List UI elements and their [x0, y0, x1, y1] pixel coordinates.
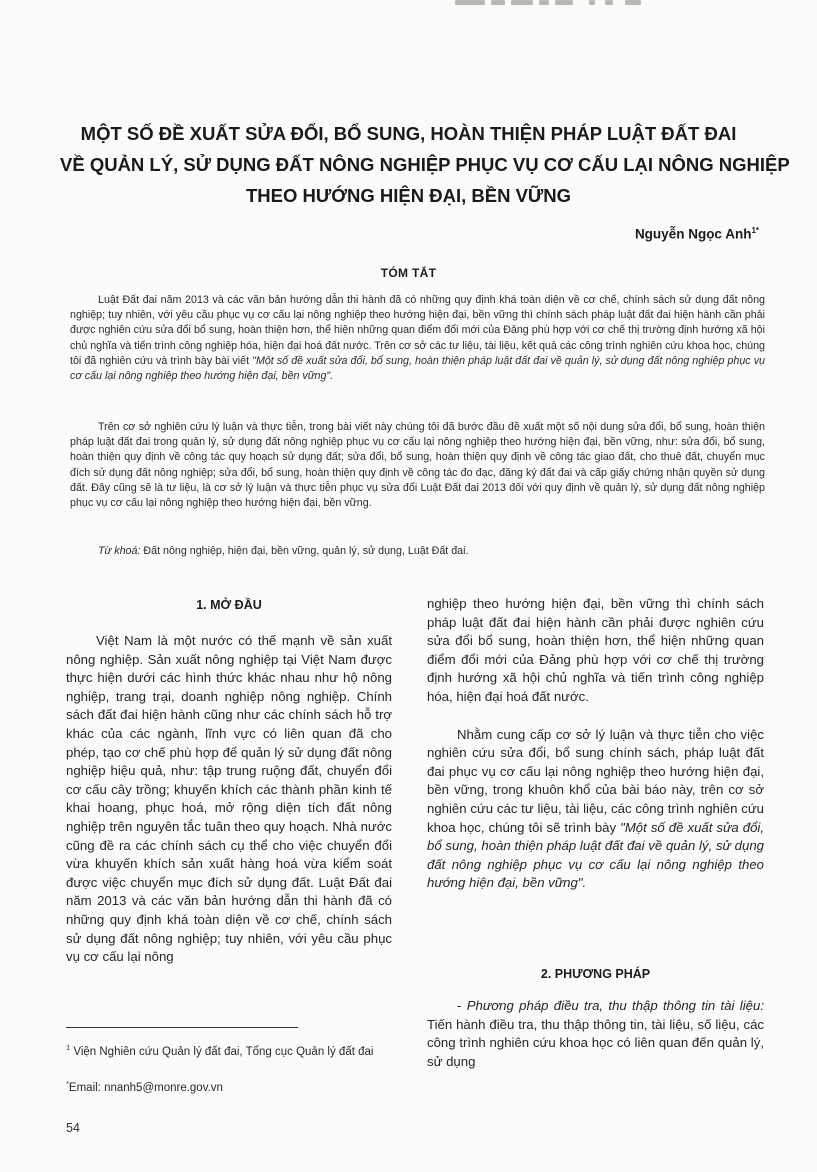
section-1-paragraph-1: Việt Nam là một nước có thế mạnh về sản xuất nông nghiệp. Sản xuất nông nghiệp tại Việt Nam được thực hiện dưới các hình thức khác nhau như hộ nông nghiệp, trang trại, doanh nghiệp nông nghiệp. Chính sách đất đai hiện hành cũng như các chính sách hỗ trợ khác của các ngành, lĩnh vực có liên quan đã cho phép, tạo cơ chế phù hợp để quản lý sử dụng đất nông nghiệp hiệu quả, như: tập trung ruộng đất, chuyển đổi cơ cấu cây trồng; khuyến khích các thành phần kinh tế khai hoang, phục hoá, mở rộng diện tích đất nông nghiệp trên nguyên tắc tuân theo quy hoạch. Nhà nước cũng đề ra các chính sách cụ thể cho việc chuyển đổi vừa khuyến khích sản xuất hàng hoá vừa kiểm soát được việc chuyển mục đích sử dụng đất. Luật Đất đai năm 2013 và các văn bản hướng dẫn thi hành đã có những quy định khá toàn diện về cơ chế, chính sách sử dụng đất nông nghiệp; tuy nhiên, với yêu cầu phục vụ cơ cấu lại nông	[66, 633, 392, 965]
author-name: Nguyễn Ngọc Anh	[634, 226, 752, 242]
footnote-1	[66, 1040, 396, 1060]
paper-title	[60, 118, 790, 211]
section-2-item	[427, 997, 764, 1071]
section-2-heading: 2. PHƯƠNG PHÁP	[540, 967, 651, 981]
left-column	[66, 632, 392, 967]
footnote-2-text: Email: nnanh5@monre.gov.vn	[68, 1081, 223, 1094]
keywords	[70, 544, 765, 559]
title-line-1: MỘT SỐ ĐỀ XUẤT SỬA ĐỔI, BỔ SUNG, HOÀN THIỆN PHÁP LUẬT ĐẤT ĐAI	[80, 123, 737, 144]
abstract-p2-text: Trên cơ sở nghiên cứu lý luận và thực tiễn, trong bài viết này chúng tôi đã bước đầu đề xuất một số nội dung sửa đổi, bổ sung, hoàn thiện pháp luật đất đai trong quản lý, sử dụng đất nông nghiệp phục vụ cơ cấu lại nông nghiệp theo hướng hiện đại, bền vững, như: sửa đổi, bổ sung, hoàn thiện quy định về công tác quy hoạch sử dụng đất; sửa đổi, bổ sung, hoàn thiện quy định về công tác giao đất, cho thuê đất, chuyển mục đích sử dụng đất nông nghiệp; sửa đổi, bổ sung, hoàn thiện quy định về công tác đo đạc, đăng ký đất đai và cấp giấy chứng nhận quyền sử dụng đất. Đây cũng sẽ là tư liệu, là cơ sở lý luận và thực tiễn phục vụ sửa đổi Luật Đất đai 2013 đối với quy định về quản lý, sử dụng đất nông nghiệp phục vụ cơ cấu lại nông nghiệp theo hướng hiện đại, bền vững.	[70, 421, 765, 510]
abstract-paragraph-2	[70, 420, 765, 511]
footnote-divider	[66, 1027, 298, 1028]
section-1-p2-text: Nhằm cung cấp cơ sở lý luận và thực tiễn cho việc nghiên cứu sửa đổi, bổ sung chính sách, pháp luật đất đai phục vụ cơ cấu lại nông nghiệp theo hướng hiện đại, bền vững, trong khuôn khổ của bài báo này, trên cơ sở nghiên cứu các tư liệu, tài liệu, các công trình nghiên cứu khoa học, chúng tôi sẽ trình bày	[427, 726, 764, 835]
title-line-2: VỀ QUẢN LÝ, SỬ DỤNG ĐẤT NÔNG NGHIỆP PHỤC VỤ CƠ CẤU LẠI NÔNG NGHIỆP	[60, 154, 790, 175]
author-mark: 1*	[751, 226, 759, 235]
section-1-paragraph-1-continued: nghiệp theo hướng hiện đại, bền vững thì chính sách pháp luật đất đai hiện hành cần phải được nghiên cứu sửa đổi bổ sung, hoàn thiện hơn, thể hiện những quan điểm đổi mới của Đảng phù hợp với cơ chế thị trường định hướng xã hội chủ nghĩa và tiến trình công nghiệp hóa, hiện đại hoá đất nước.	[427, 596, 764, 704]
page-number: 54	[66, 1121, 80, 1135]
section-1-heading: 1. MỞ ĐẦU	[196, 598, 262, 612]
header-decoration	[455, 0, 665, 8]
keywords-text: Đất nông nghiệp, hiện đại, bền vững, quản lý, sử dụng, Luật Đất đai.	[143, 545, 469, 557]
section-2-body	[427, 997, 764, 1071]
footnote-2-mark: *	[66, 1079, 69, 1088]
section-1-paragraph-2	[427, 726, 764, 893]
section-2-item-label: Phương pháp điều tra, thu thập thông tin tài liệu:	[466, 998, 764, 1013]
abstract-paragraph-1	[70, 293, 765, 384]
footnote-1-text: Viện Nghiên cứu Quản lý đất đai, Tổng cục Quản lý đất đai	[73, 1045, 374, 1058]
abstract-heading: TÓM TẮT	[380, 266, 437, 280]
keywords-label: Từ khoá:	[98, 545, 141, 557]
section-2-item-text: Tiến hành điều tra, thu thập thông tin, tài liệu, số liệu, các công trình nghiên cứu khoa học có liên quan đến quản lý, sử dụng	[427, 1016, 764, 1069]
section-2-bullet: -	[457, 998, 462, 1013]
abstract-p1-text: Luật Đất đai năm 2013 và các văn bản hướng dẫn thi hành đã có những quy định khá toàn diện về cơ chế, chính sách sử dụng đất nông nghiệp; tuy nhiên, với yêu cầu phục vụ cơ cấu lại nông nghiệp theo hướng hiện đại, bền vững thì chính sách pháp luật đất đai hiện hành cần phải được nghiên cứu sửa đổi bổ sung, hoàn thiện hơn, thể hiện những quan điểm đổi mới của Đảng phù hợp với cơ chế thị trường định hướng xã hội chủ nghĩa và tiến trình công nghiệp hóa, hiện đại hoá đất nước. Trên cơ sở các tư liệu, tài liệu, kết quả các công trình nghiên cứu khoa học, chúng tôi đã nghiên cứu và trình bày bài viết	[70, 294, 765, 367]
section-1-p2-quote: "Một số đề xuất sửa đổi, bổ sung, hoàn thiện pháp luật đất đai về quản lý, sử dụng đất nông nghiệp phục vụ cơ cấu lại nông nghiệp theo hướng hiện đại, bền vững".	[427, 819, 764, 891]
abstract-p1-quote: "Một số đề xuất sửa đổi, bổ sung, hoàn thiện pháp luật đất đai về quản lý, sử dụng đất nông nghiệp phục vụ cơ cấu lại nông nghiệp theo hướng hiện đại, bền vững".	[70, 354, 765, 383]
footnote-2	[66, 1076, 396, 1096]
title-line-3: THEO HƯỚNG HIỆN ĐẠI, BỀN VỮNG	[245, 185, 572, 206]
author	[635, 226, 759, 242]
footnote-1-mark: 1	[66, 1043, 71, 1052]
right-column	[427, 595, 764, 893]
